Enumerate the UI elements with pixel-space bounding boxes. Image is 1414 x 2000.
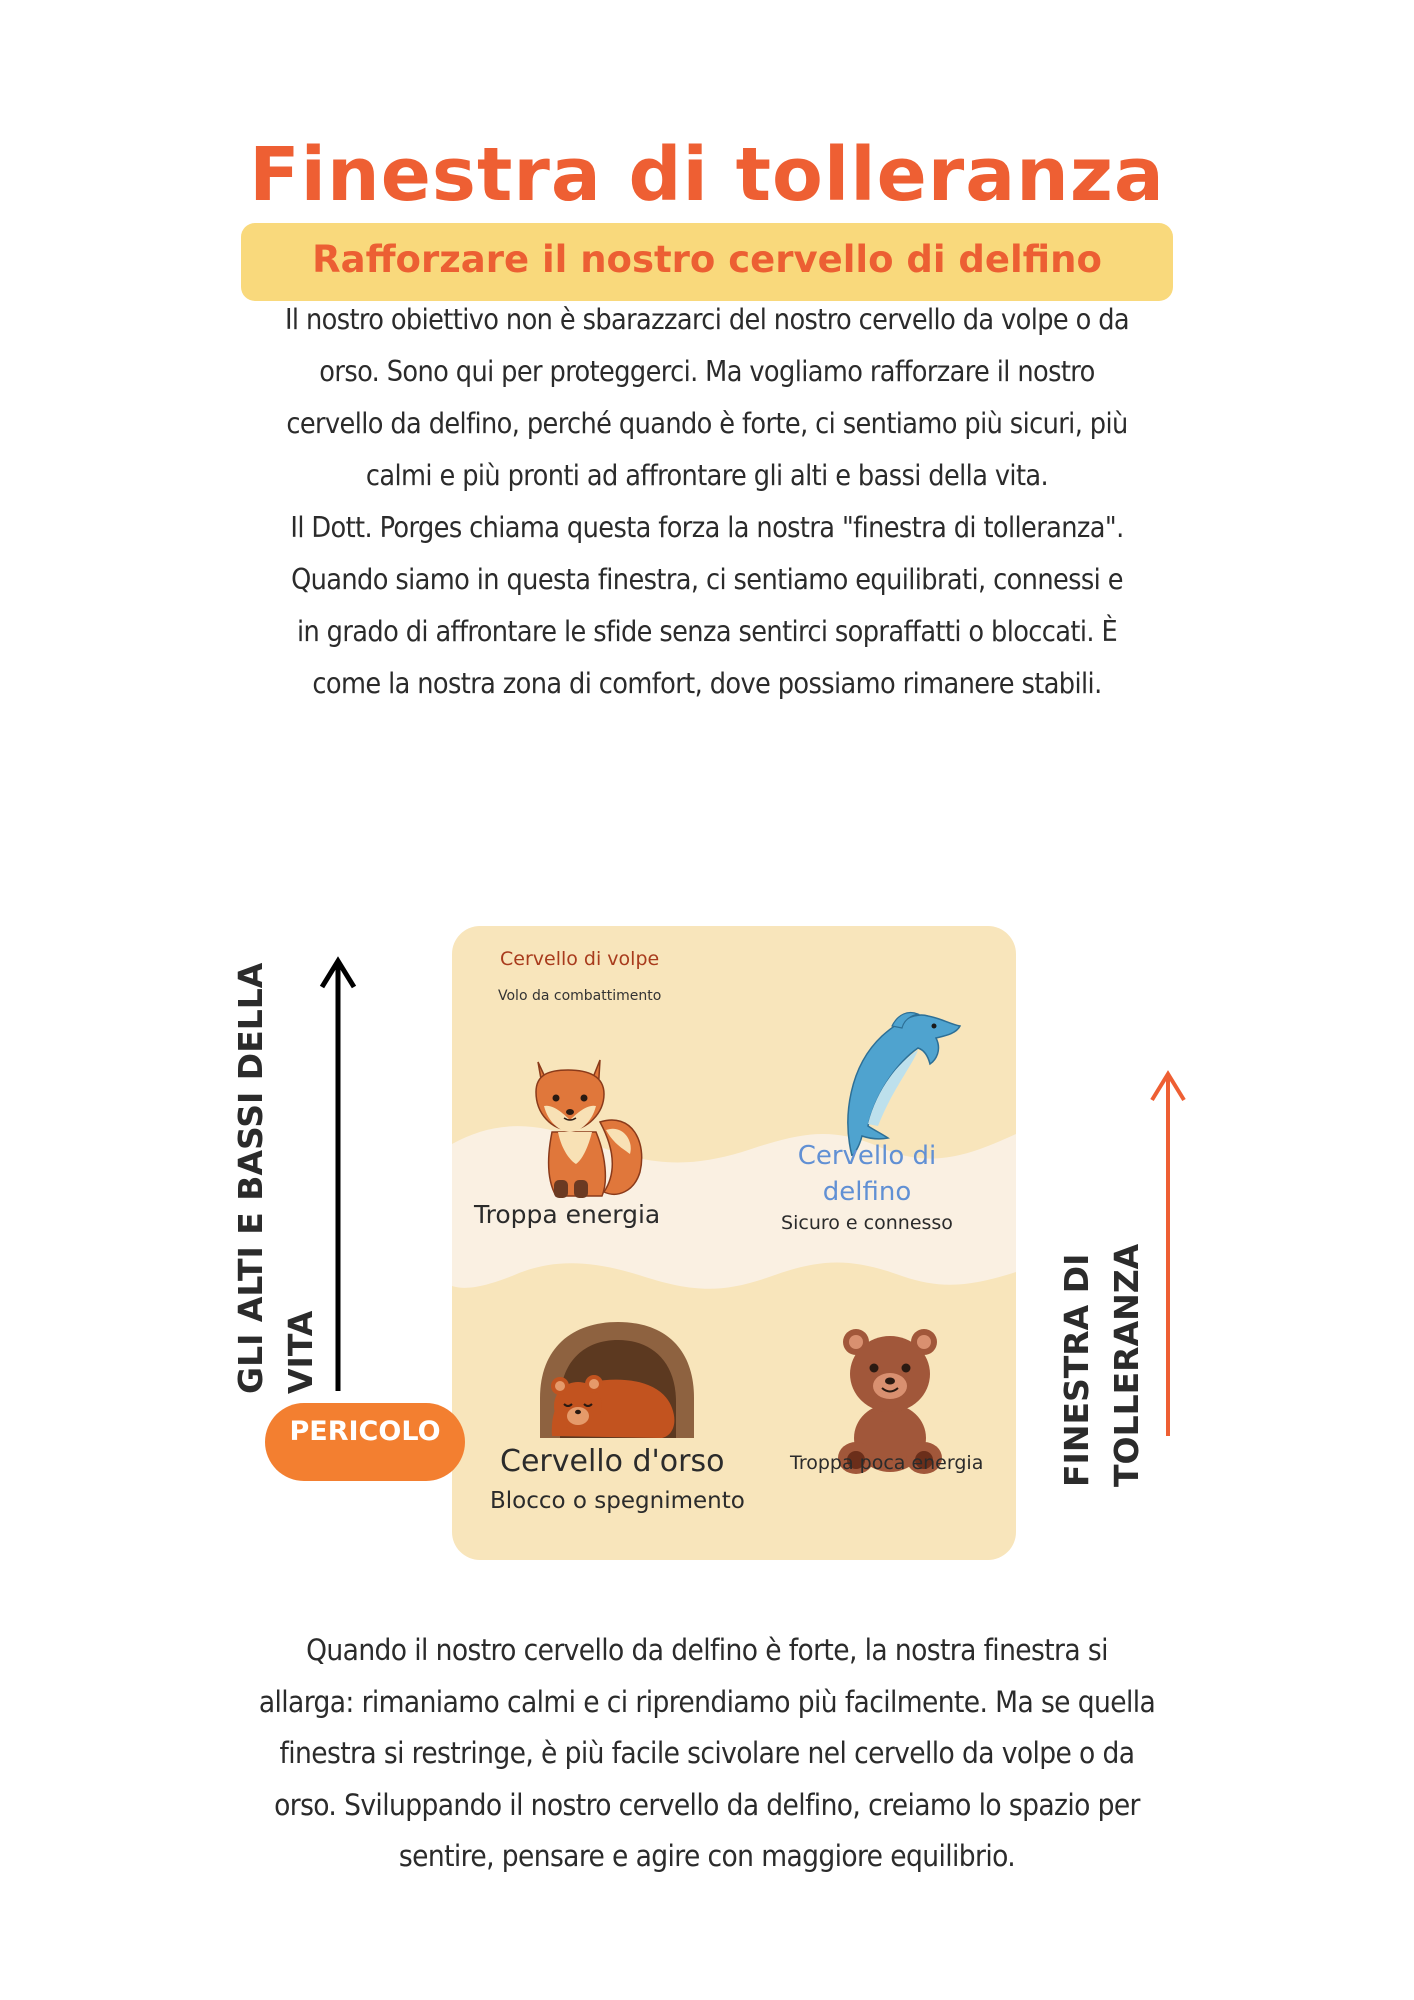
brain-states-panel <box>452 926 1016 1560</box>
life-axis-label <box>226 963 326 1394</box>
dolphin-brain-title <box>752 1138 982 1210</box>
intro-paragraph <box>160 294 1254 710</box>
intro-line: come la nostra zona di comfort, dove possiamo rimanere stabili. <box>312 667 1102 700</box>
fox-icon <box>522 1052 652 1202</box>
tolerance-axis-label-line: FINESTRA DI <box>1057 1253 1096 1487</box>
outro-paragraph <box>160 1625 1254 1883</box>
sleeping-bear-cave-icon <box>532 1318 702 1448</box>
intro-line: Il nostro obiettivo non è sbarazzarci del nostro cervello da volpe o da <box>284 303 1130 336</box>
fox-brain-label: Troppa energia <box>474 1200 661 1229</box>
dolphin-title-line: Cervello di <box>797 1141 937 1171</box>
tolerance-axis-label <box>1052 1244 1152 1487</box>
tolerance-axis-label-line: TOLLERANZA <box>1107 1243 1146 1487</box>
life-axis-label-line: VITA <box>281 1310 320 1394</box>
fox-brain-subtitle: Volo da combattimento <box>498 988 662 1004</box>
outro-line: sentire, pensare e agire con maggiore equilibrio. <box>398 1839 1016 1873</box>
outro-line: finestra si restringe, è più facile scivolare nel cervello da volpe o da <box>279 1736 1135 1770</box>
bear-brain-title: Cervello d'orso <box>500 1444 725 1479</box>
fox-brain-title: Cervello di volpe <box>500 948 660 970</box>
outro-line: orso. Sviluppando il nostro cervello da delfino, creiamo lo spazio per <box>274 1787 1140 1822</box>
danger-badge: PERICOLO <box>265 1403 465 1481</box>
intro-line: in grado di affrontare le sfide senza sentirci sopraffatti o bloccati. È <box>296 615 1118 648</box>
intro-line: cervello da delfino, perché quando è forte, ci sentiamo più sicuri, più <box>286 407 1128 440</box>
life-axis-label-line: GLI ALTI E BASSI DELLA <box>231 962 270 1394</box>
bear-brain-subtitle: Blocco o spegnimento <box>490 1488 745 1514</box>
intro-line: Il Dott. Porges chiama questa forza la nostra "finestra di tolleranza". <box>290 511 1124 544</box>
page-title: Finestra di tolleranza <box>249 131 1165 218</box>
intro-line: orso. Sono qui per proteggerci. Ma vogliamo rafforzare il nostro <box>319 355 1095 388</box>
dolphin-brain-subtitle: Sicuro e connesso <box>781 1212 953 1234</box>
subtitle: Rafforzare il nostro cervello di delfino <box>312 238 1102 281</box>
outro-line: allarga: rimaniamo calmi e ci riprendiamo più facilmente. Ma se quella <box>258 1684 1156 1719</box>
tolerance-arrow-icon <box>1148 1070 1188 1440</box>
sitting-bear-label: Troppa poca energia <box>790 1452 984 1474</box>
intro-line: Quando siamo in questa finestra, ci sentiamo equilibrati, connessi e <box>291 563 1123 596</box>
dolphin-title-line: delfino <box>822 1177 912 1207</box>
dolphin-icon <box>832 1006 962 1156</box>
outro-line: Quando il nostro cervello da delfino è forte, la nostra finestra si <box>306 1633 1108 1667</box>
intro-line: calmi e più pronti ad affrontare gli alti e bassi della vita. <box>365 459 1049 492</box>
